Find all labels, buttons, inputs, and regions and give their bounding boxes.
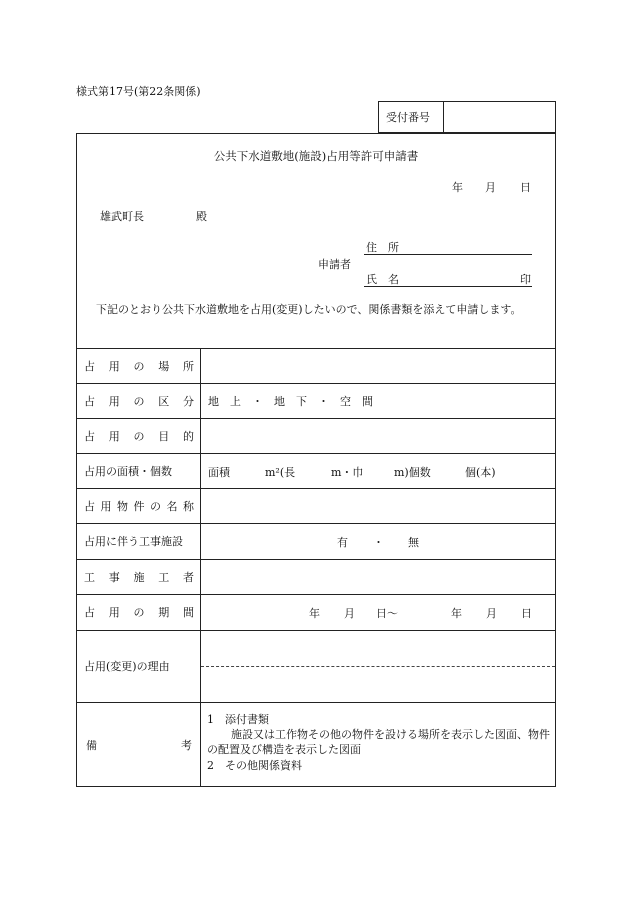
- area-label: 面積: [208, 466, 230, 479]
- remarks-item-1-detail: 施設又は工作物その他の物件を設ける場所を表示した図面、物件の配置及び構造を表示した図面: [207, 728, 550, 756]
- field-period[interactable]: [201, 595, 555, 629]
- applicant-seal: 印: [520, 273, 531, 286]
- applicant-address-label: 住 所: [366, 241, 399, 254]
- period-start-month: 月: [344, 607, 355, 620]
- applicant-name-line[interactable]: [364, 286, 532, 287]
- receipt-number-label: 受付番号: [386, 111, 430, 124]
- field-purpose[interactable]: [201, 419, 555, 452]
- field-contractor[interactable]: [201, 560, 555, 593]
- remarks-item-1: 1 添付書類: [207, 713, 269, 726]
- row-label-location: 占 用 の 場 所: [84, 359, 194, 373]
- applicant-name-label: 氏 名: [366, 273, 399, 286]
- row-label-purpose: 占 用 の 目 的: [84, 429, 194, 443]
- date-day: 日: [520, 181, 531, 194]
- period-start-year: 年: [309, 607, 320, 620]
- form-number: 様式第17号(第22条関係): [76, 85, 201, 98]
- construction-yes[interactable]: 有: [337, 536, 348, 549]
- date-month: 月: [485, 181, 496, 194]
- field-category-options[interactable]: 地 上 ・ 地 下 ・ 空 間: [208, 395, 373, 408]
- construction-no[interactable]: 無: [408, 536, 419, 549]
- addressee-honorific: 殿: [196, 210, 207, 223]
- applicant-address-line[interactable]: [364, 254, 532, 255]
- period-end-day: 日: [521, 607, 532, 620]
- area-by-label: m・巾: [331, 466, 364, 479]
- intro-text: 下記のとおり公共下水道敷地を占用(変更)したいので、関係書類を添えて申請します。: [96, 303, 522, 316]
- date-year: 年: [452, 181, 463, 194]
- field-reason[interactable]: [201, 631, 555, 701]
- row-label-category: 占 用 の 区 分: [84, 394, 194, 408]
- row-label-reason: 占用(変更)の理由: [84, 660, 170, 673]
- field-location[interactable]: [201, 349, 555, 382]
- addressee-name: 雄武町長: [100, 210, 144, 223]
- field-area-count[interactable]: [201, 454, 555, 487]
- row-label-period: 占 用 の 期 間: [84, 606, 194, 619]
- applicant-label: 申請者: [318, 258, 351, 271]
- receipt-number-field[interactable]: [444, 102, 555, 132]
- area-sqm-label: m²(長: [265, 466, 296, 479]
- row-label-construction: 占用に伴う工事施設: [84, 535, 183, 548]
- period-end-month: 月: [486, 607, 497, 620]
- row-label-contractor: 工 事 施 工 者: [84, 570, 194, 584]
- row-label-remarks: 備 考: [86, 738, 192, 752]
- field-remarks: [201, 703, 555, 786]
- period-start-day: 日〜: [376, 607, 398, 620]
- area-pieces-label: 個(本): [465, 466, 496, 479]
- field-item-name[interactable]: [201, 489, 555, 522]
- row-label-area-count: 占用の面積・個数: [84, 464, 172, 478]
- remarks-item-2: 2 その他関係資料: [207, 759, 302, 772]
- row-label-item-name: 占 用 物 件 の 名 称: [84, 499, 194, 513]
- construction-separator: ・: [373, 536, 384, 549]
- form-title: 公共下水道敷地(施設)占用等許可申請書: [213, 149, 419, 163]
- area-count-label: m)個数: [394, 466, 431, 479]
- field-construction[interactable]: [201, 524, 555, 558]
- period-end-year: 年: [451, 607, 462, 620]
